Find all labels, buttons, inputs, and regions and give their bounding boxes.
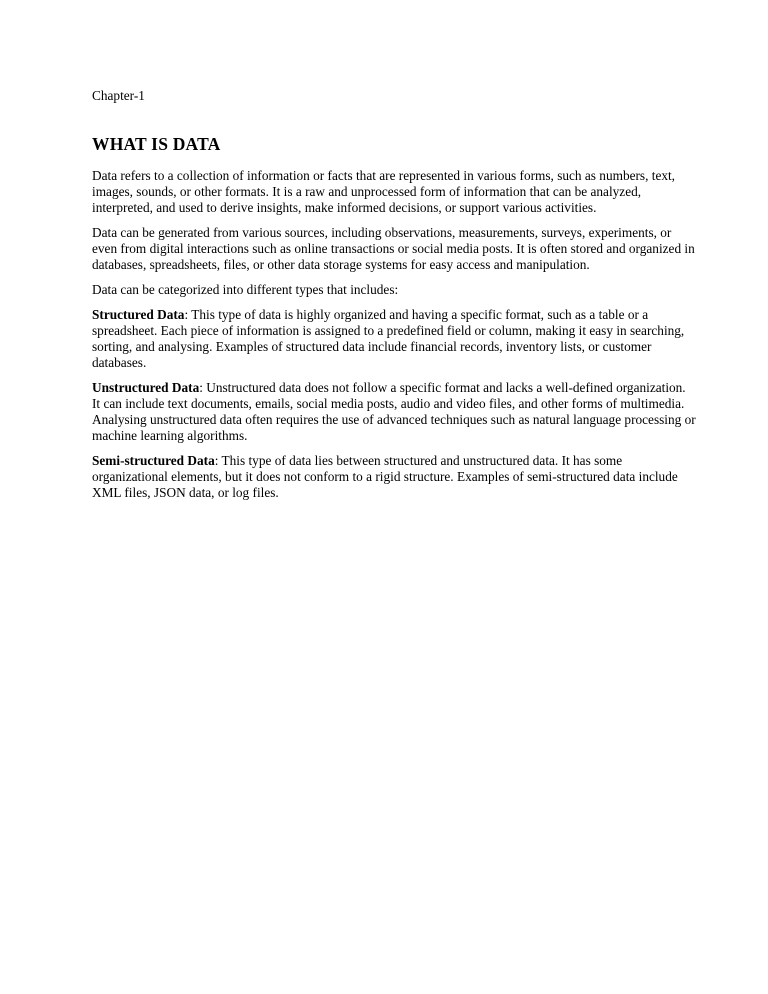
type-description: : Unstructured data does not follow a specific format and lacks a well-defined organization. It can include text documents, emails, social media posts, audio and video files, and other forms of multimedia. Analysing unstructured data often requires the use of advanced techniques such as natural language processing or machine learning algorithms. bbox=[92, 380, 696, 443]
type-term: Unstructured Data bbox=[92, 380, 200, 395]
document-page bbox=[92, 88, 696, 510]
type-term: Semi-structured Data bbox=[92, 453, 215, 468]
page-title: WHAT IS DATA bbox=[92, 134, 221, 154]
type-description: : This type of data lies between structured and unstructured data. It has some organizational elements, but it does not conform to a rigid structure. Examples of semi-structured data include XML files, JSON data, or log files. bbox=[92, 453, 678, 500]
type-description: : This type of data is highly organized and having a specific format, such as a table or a spreadsheet. Each piece of information is assigned to a predefined field or column, making it easy in searching, sorting, and analysing. Examples of structured data include financial records, inventory lists, or customer databases. bbox=[92, 307, 685, 370]
chapter-label: Chapter-1 bbox=[92, 88, 145, 103]
paragraph-definition: Data refers to a collection of information or facts that are represented in various forms, such as numbers, text, images, sounds, or other formats. It is a raw and unprocessed form of information that can be analyzed, interpreted, and used to derive insights, make informed decisions, or support various activities. bbox=[92, 168, 676, 215]
paragraph-types-intro: Data can be categorized into different types that includes: bbox=[92, 282, 399, 297]
type-unstructured bbox=[92, 380, 696, 444]
type-structured bbox=[92, 307, 696, 371]
type-term: Structured Data bbox=[92, 307, 185, 322]
paragraph-sources: Data can be generated from various sources, including observations, measurements, surveys, experiments, or even from digital interactions such as online transactions or social media posts. It is often stored and organized in databases, spreadsheets, files, or other data storage systems for easy access and manipulation. bbox=[92, 225, 695, 272]
type-semi-structured bbox=[92, 453, 696, 501]
